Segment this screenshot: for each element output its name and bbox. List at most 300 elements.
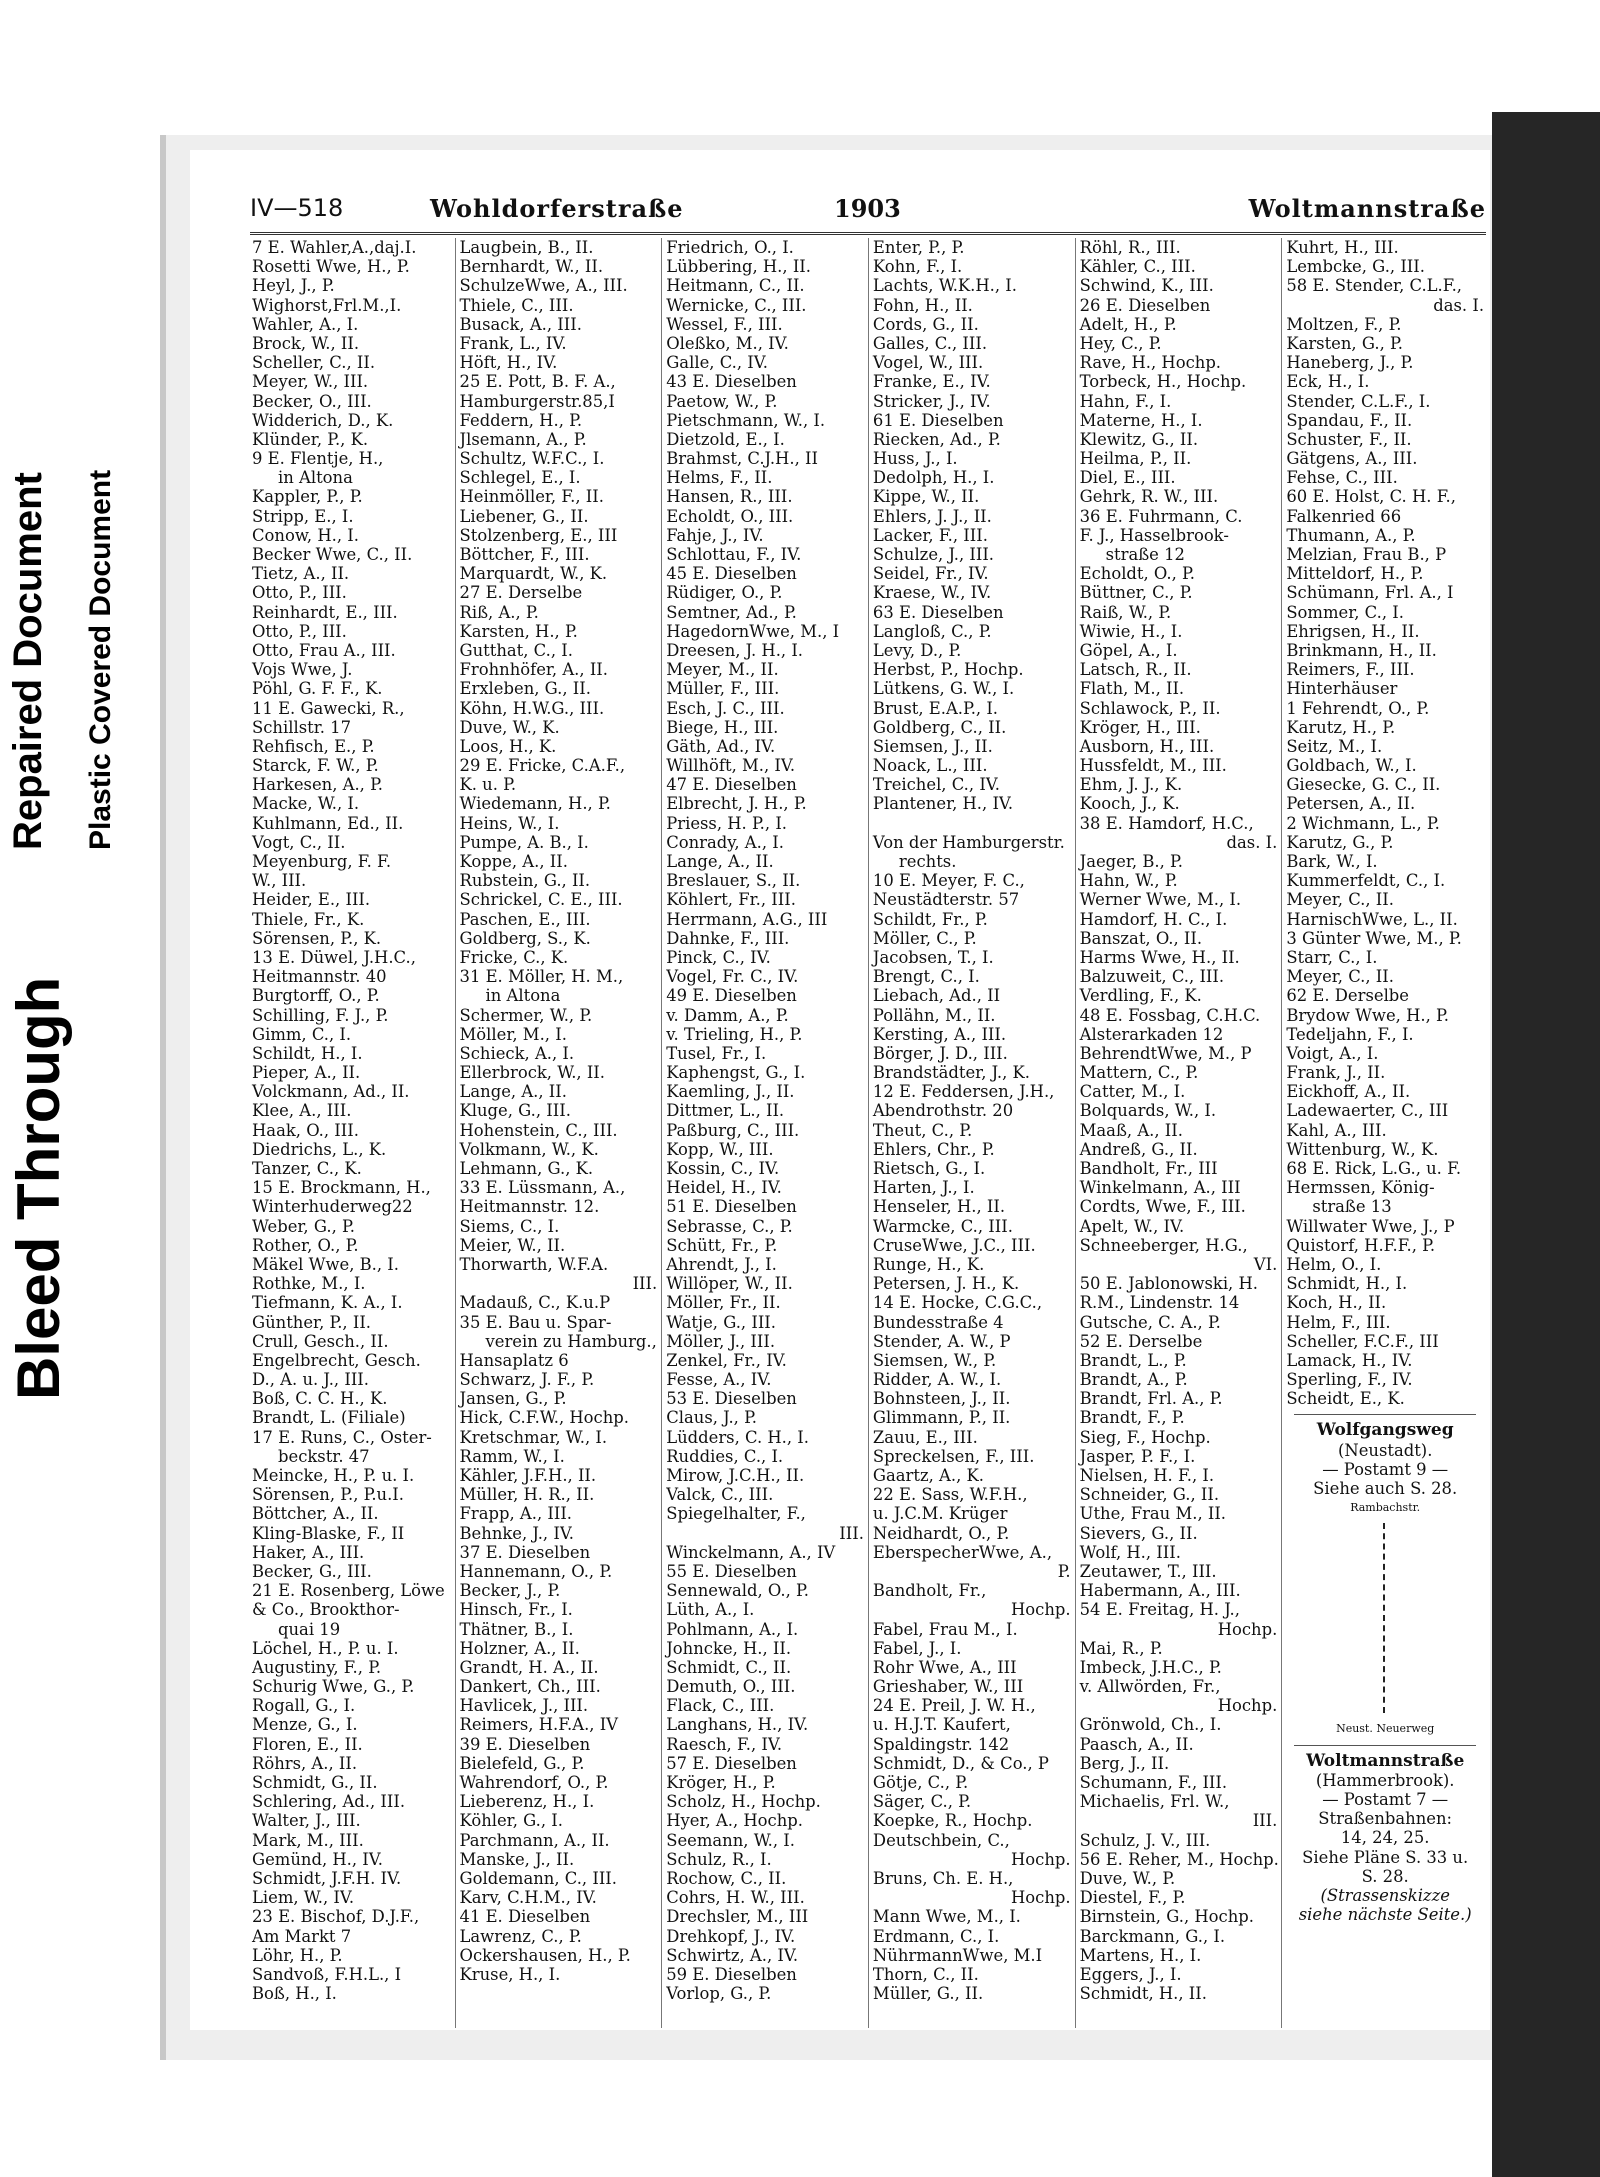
directory-entry: Heinmöller, F., II. — [459, 487, 604, 507]
directory-entry: Crull, Gesch., II. — [252, 1331, 389, 1351]
directory-entry: Siemsen, J., II. — [872, 736, 993, 756]
directory-entry: v. Damm, A., P. — [666, 1005, 789, 1025]
directory-entry: Runge, H., K. — [872, 1254, 985, 1274]
directory-entry: Kaphengst, G., I. — [666, 1063, 806, 1083]
plan-reference-page: S. 28. — [1361, 1866, 1409, 1886]
directory-entry: Lieberenz, H., I. — [459, 1792, 595, 1812]
directory-entry: verein zu Hamburg., — [485, 1331, 657, 1351]
directory-page — [190, 150, 1490, 2030]
directory-entry: Galle, C., IV. — [666, 353, 768, 373]
directory-entry: Höft, H., IV. — [459, 353, 558, 373]
directory-entry: Valck, C., III. — [666, 1485, 774, 1505]
bleed-through-label: Bleed Through — [5, 976, 72, 1400]
directory-entry: Heitmannstr. 12. — [459, 1197, 600, 1217]
directory-entry: Engelbrecht, Gesch. — [252, 1350, 421, 1370]
directory-entry: Bandholt, Fr., III — [1079, 1159, 1218, 1178]
directory-entry: Karsten, G., P. — [1286, 333, 1403, 353]
sketch-note-1: (Strassenskizze — [1320, 1885, 1450, 1905]
directory-entry: Herrmann, A.G., III — [666, 909, 828, 929]
directory-entry: Stricker, J., IV. — [872, 391, 991, 411]
directory-entry: Heitmannstr. 40 — [252, 967, 387, 987]
directory-entry: Rubstein, G., II. — [459, 871, 591, 891]
directory-entry: Göpel, A., I. — [1079, 640, 1178, 660]
directory-entry: Demuth, O., III. — [666, 1677, 796, 1697]
directory-entry: Schneeberger, H.G., — [1079, 1235, 1248, 1255]
directory-entry: Biege, H., III. — [666, 717, 779, 737]
directory-entry: Ehm, J. J., K. — [1079, 775, 1183, 795]
directory-entry: Duve, W., P. — [1079, 1868, 1176, 1888]
directory-entry: Frohnhöfer, A., II. — [459, 660, 608, 680]
directory-entry: Mitteldorf, H., P. — [1286, 564, 1424, 584]
directory-entry: straße 12 — [1105, 545, 1185, 564]
directory-entry: Schulze, J., III. — [872, 545, 995, 564]
column-4 — [868, 238, 1075, 2028]
directory-entry: Winckelmann, A., IV — [666, 1542, 836, 1562]
directory-entry: Kersting, A., III. — [872, 1024, 1007, 1044]
directory-entry: Schmidt, D., & Co., P — [872, 1753, 1049, 1773]
directory-entry: 47 E. Dieselben — [666, 775, 797, 795]
directory-entry: Ladewaerter, C., III — [1286, 1101, 1449, 1121]
directory-entry: Ridder, A. W., I. — [872, 1370, 1002, 1390]
directory-entry: Bruns, Ch. E. H., — [872, 1868, 1014, 1888]
directory-entry: Lange, A., II. — [666, 852, 774, 871]
directory-entry: Torbeck, H., Hochp. — [1079, 372, 1247, 392]
directory-entry: Riecken, Ad., P. — [872, 429, 1001, 449]
directory-entry: Wernicke, C., III. — [666, 295, 807, 315]
directory-entry: Loos, H., K. — [459, 736, 557, 756]
directory-entry: Watje, G., III. — [666, 1312, 776, 1332]
directory-entry: Brydow Wwe, H., P. — [1286, 1005, 1449, 1025]
directory-entry: Paschen, E., III. — [459, 909, 591, 929]
directory-entry: Schlegel, E., I. — [459, 468, 581, 488]
directory-entry: Scheller, C., II. — [252, 353, 376, 373]
directory-entry: Pöhl, G. F. F., K. — [252, 679, 383, 699]
directory-entry: Heider, E., III. — [252, 890, 371, 910]
directory-entry: Rüdiger, O., P. — [666, 583, 783, 603]
directory-entry: Scholz, H., Hochp. — [666, 1792, 821, 1812]
directory-entry: u. H.J.T. Kaufert, — [872, 1715, 1011, 1735]
directory-entry: Plantener, H., IV. — [872, 794, 1014, 814]
directory-entry: Helm, O., I. — [1286, 1254, 1382, 1274]
directory-entry: Gäth, Ad., IV. — [666, 736, 776, 756]
directory-entry: Eggers, J., I. — [1079, 1964, 1182, 1984]
directory-entry: beckstr. 47 — [278, 1446, 370, 1466]
directory-entry: Schieck, A., I. — [459, 1043, 575, 1063]
directory-entry: 50 E. Jablonowski, H. — [1079, 1274, 1258, 1294]
directory-entry: Hick, C.F.W., Hochp. — [459, 1408, 629, 1428]
directory-entry: 58 E. Stender, C.L.F., — [1286, 276, 1462, 296]
tram-lines: 14, 24, 25. — [1340, 1828, 1430, 1848]
directory-entry: Meyer, C., II. — [1286, 967, 1394, 987]
directory-entry: Zauu, E., III. — [872, 1427, 978, 1447]
directory-entry: Tiefmann, K. A., I. — [252, 1293, 403, 1313]
directory-entry: Flack, C., III. — [666, 1696, 775, 1716]
directory-entry: Gehrk, R. W., III. — [1079, 487, 1219, 507]
directory-entry: Schilling, F. J., P. — [252, 1005, 389, 1025]
street-right-title: Woltmannstraße — [1248, 194, 1486, 223]
directory-entry: Martens, H., I. — [1079, 1945, 1202, 1965]
directory-entry: straße 13 — [1312, 1197, 1392, 1217]
directory-entry: Maaß, A., II. — [1079, 1120, 1183, 1140]
directory-entry: Kröger, H., P. — [666, 1773, 776, 1792]
directory-entry: Lüdders, C. H., I. — [666, 1427, 809, 1447]
directory-entry: III. — [1252, 1811, 1278, 1831]
wolfgangsweg-reference: Siehe auch S. 28. — [1313, 1479, 1458, 1498]
directory-entry: Drehkopf, J., IV. — [666, 1926, 796, 1946]
directory-entry: Erxleben, G., II. — [459, 679, 591, 699]
directory-entry: Reimers, H.F.A., IV — [459, 1715, 619, 1735]
directory-entry: Müller, G., II. — [872, 1984, 984, 2004]
directory-entry: Lamack, H., IV. — [1286, 1350, 1413, 1370]
directory-entry: Pieper, A., II. — [252, 1063, 361, 1083]
directory-entry: Pietschmann, W., I. — [666, 410, 826, 430]
directory-entry: Börger, J. D., III. — [872, 1043, 1008, 1063]
directory-entry: Jacobsen, T., I. — [872, 947, 994, 967]
directory-entry: Riß, A., P. — [459, 602, 539, 622]
directory-entry: 45 E. Dieselben — [666, 564, 797, 584]
directory-entry: Kruse, H., I. — [459, 1964, 561, 1984]
directory-entry: Quistorf, H.F.F., P. — [1286, 1235, 1436, 1255]
directory-entry: 38 E. Hamdorf, H.C., — [1079, 813, 1254, 833]
directory-entry: Galles, C., III. — [872, 333, 988, 353]
page-header — [250, 192, 1486, 235]
directory-entry: Haak, O., III. — [252, 1120, 359, 1140]
directory-entry: Kraese, W., IV. — [872, 583, 992, 603]
directory-entry: Günther, P., II. — [252, 1312, 371, 1332]
directory-entry: Schumann, F., III. — [1079, 1773, 1228, 1792]
directory-entry: Franke, E., IV. — [872, 372, 991, 392]
directory-entry: Möller, J., III. — [666, 1331, 776, 1351]
directory-entry: Friedrich, O., I. — [666, 238, 794, 257]
directory-entry: Meyenburg, F. F. — [252, 852, 392, 871]
directory-entry: Becker, J., P. — [459, 1581, 561, 1601]
directory-entry: Fahje, J., IV. — [666, 525, 764, 545]
directory-entry: Dietzold, E., I. — [666, 429, 785, 449]
directory-entry: Grieshaber, W., III — [872, 1677, 1024, 1697]
directory-entry: Hannemann, O., P. — [459, 1561, 613, 1581]
directory-entry: Manske, J., II. — [459, 1849, 575, 1869]
directory-entry: Paetow, W., P. — [666, 391, 778, 411]
directory-entry: Otto, P., III. — [252, 621, 347, 641]
directory-entry: Siems, C., I. — [459, 1216, 560, 1236]
directory-entry: Kummerfeldt, C., I. — [1286, 871, 1446, 891]
directory-entry: Banszat, O., II. — [1079, 928, 1203, 948]
directory-entry: Becker, O., III. — [252, 391, 372, 411]
directory-entry: Kippe, W., II. — [872, 487, 980, 507]
directory-entry: Volkmann, W., K. — [459, 1139, 599, 1159]
directory-entry: Koepke, R., Hochp. — [872, 1811, 1033, 1831]
directory-entry: Büttner, C., P. — [1079, 583, 1193, 603]
directory-entry: Brandt, F., P. — [1079, 1408, 1185, 1428]
directory-entry: Fabel, Frau M., I. — [872, 1619, 1018, 1639]
directory-entry: Diel, E., III. — [1079, 468, 1176, 488]
directory-entry: Fabel, J., I. — [872, 1638, 962, 1658]
directory-entry: Kohn, F., I. — [872, 257, 963, 277]
directory-entry: Thätner, B., I. — [459, 1619, 574, 1639]
column-6 — [1281, 238, 1488, 2028]
directory-entry: III. — [632, 1274, 658, 1294]
directory-columns — [248, 238, 1488, 2028]
directory-entry: Noack, L., III. — [872, 756, 988, 776]
directory-entry: Spreckelsen, F., III. — [872, 1446, 1035, 1466]
directory-entry: 56 E. Reher, M., Hochp. — [1079, 1849, 1279, 1869]
directory-entry: Schildt, Fr., P. — [872, 909, 988, 929]
directory-entry: Becker Wwe, C., II. — [252, 545, 413, 564]
woltmannstrasse-district: (Hammerbrook). — [1315, 1770, 1455, 1790]
directory-entry: Holzner, A., II. — [459, 1638, 580, 1658]
directory-entry: Ahrendt, J., I. — [666, 1254, 777, 1274]
map-label-neuerweg: Neust. Neuerweg — [1336, 1722, 1435, 1736]
directory-entry: Barckmann, G., I. — [1079, 1926, 1226, 1946]
directory-entry: Gutsche, C. A., P. — [1079, 1312, 1221, 1332]
directory-entry: Liebach, Ad., II — [872, 986, 1001, 1006]
directory-entry: Kuhlmann, Ed., II. — [252, 813, 404, 833]
directory-entry: Fricke, C., K. — [459, 947, 569, 967]
directory-entry: Hinsch, Fr., I. — [459, 1600, 573, 1620]
directory-entry: Elbrecht, J. H., P. — [666, 794, 807, 814]
directory-entry: Parchmann, A., II. — [459, 1830, 610, 1850]
directory-entry: Karsten, H., P. — [459, 621, 578, 641]
directory-entry: Götje, C., P. — [872, 1773, 969, 1792]
directory-entry: Pinck, C., IV. — [666, 947, 771, 967]
directory-entry: Liem, W., IV. — [252, 1888, 355, 1908]
directory-entry: 59 E. Dieselben — [666, 1964, 797, 1984]
directory-entry: Ockershausen, H., P. — [459, 1945, 631, 1965]
directory-entry: Wahler, A., I. — [252, 314, 359, 334]
directory-entry: Böttcher, F., III. — [459, 545, 590, 564]
directory-entry: 37 E. Dieselben — [459, 1542, 591, 1562]
directory-entry: Klee, A., III. — [252, 1101, 352, 1121]
directory-entry: Paasch, A., II. — [1079, 1734, 1194, 1754]
directory-entry: Säger, C., P. — [872, 1792, 972, 1812]
directory-entry: 51 E. Dieselben — [666, 1197, 797, 1217]
plastic-covered-label: Plastic Covered Document — [84, 469, 117, 850]
plan-reference: Siehe Pläne S. 33 u. — [1302, 1847, 1469, 1867]
directory-entry: Grandt, H. A., II. — [459, 1657, 599, 1677]
directory-entry: Müller, F., III. — [666, 679, 780, 699]
directory-entry: Stender, C.L.F., I. — [1286, 391, 1431, 411]
directory-entry: 13 E. Düwel, J.H.C., — [252, 947, 416, 967]
directory-entry: Helm, F., III. — [1286, 1312, 1391, 1332]
street-left-title: Wohldorferstraße — [430, 194, 684, 223]
directory-entry: Harms Wwe, H., II. — [1079, 947, 1240, 967]
directory-entry: EberspecherWwe, A., — [872, 1542, 1053, 1562]
directory-entry: Burgtorff, O., P. — [252, 986, 380, 1006]
directory-entry: Otto, P., III. — [252, 583, 347, 603]
directory-entry: Vogel, W., III. — [872, 353, 984, 373]
directory-entry: 33 E. Lüssmann, A., — [459, 1178, 626, 1198]
directory-entry: Echoldt, O., III. — [666, 506, 794, 526]
directory-entry: Dreesen, J. H., I. — [666, 640, 804, 660]
directory-entry: R.M., Lindenstr. 14 — [1079, 1293, 1240, 1313]
directory-entry: Seemann, W., I. — [666, 1830, 795, 1850]
directory-entry: Lange, A., II. — [459, 1082, 567, 1102]
directory-entry: 39 E. Dieselben — [459, 1734, 591, 1754]
directory-entry: Mäkel Wwe, B., I. — [252, 1254, 399, 1274]
directory-entry: in Altona — [485, 986, 561, 1006]
directory-entry: Abendrothstr. 20 — [872, 1101, 1014, 1121]
directory-entry: Jansen, G., P. — [459, 1389, 567, 1409]
directory-entry — [873, 814, 1071, 833]
directory-entry: Scheller, F.C.F., III — [1286, 1331, 1439, 1351]
directory-entry: Dankert, Ch., III. — [459, 1677, 601, 1697]
directory-entry: Andreß, G., II. — [1079, 1139, 1198, 1159]
directory-entry: Dedolph, H., I. — [872, 468, 995, 488]
directory-entry: Röhl, R., III. — [1079, 238, 1181, 257]
directory-entry: 36 E. Fuhrmann, C. — [1079, 506, 1243, 526]
directory-entry: W., III. — [252, 871, 307, 891]
directory-entry: Levy, D., P. — [872, 640, 962, 660]
directory-entry: Hussfeldt, M., III. — [1079, 756, 1227, 776]
directory-entry: Liebener, G., II. — [459, 506, 589, 526]
directory-entry: Goldberg, S., K. — [459, 928, 591, 948]
directory-entry: Vogt, C., II. — [252, 832, 346, 852]
directory-entry: BehrendtWwe, M., P — [1079, 1043, 1252, 1063]
directory-entry: Imbeck, J.H.C., P. — [1079, 1657, 1222, 1677]
directory-entry: rechts. — [898, 852, 957, 871]
directory-entry: Löhr, H., P. — [252, 1945, 343, 1965]
directory-entry: Möller, C., P. — [872, 928, 977, 948]
directory-entry: Cordts, Wwe, F., III. — [1079, 1197, 1246, 1217]
directory-entry: Petersen, J. H., K. — [872, 1274, 1020, 1294]
directory-entry: Klewitz, G., II. — [1079, 429, 1199, 449]
directory-entry: Hochp. — [1011, 1888, 1071, 1908]
directory-entry: NührmannWwe, M.I — [872, 1945, 1043, 1965]
directory-entry: Starck, F. W., P. — [252, 756, 379, 776]
directory-entry: Mark, M., III. — [252, 1830, 364, 1850]
directory-entry: Heilma, P., II. — [1079, 449, 1192, 469]
directory-entry: das. I. — [1226, 832, 1278, 852]
directory-entry: Diestel, F., P. — [1079, 1888, 1186, 1908]
directory-entry: Spandau, F., II. — [1286, 410, 1413, 430]
directory-entry: Grönwold, Ch., I. — [1079, 1715, 1222, 1735]
directory-entry: Ausborn, H., III. — [1079, 736, 1215, 756]
directory-entry: Zeutawer, T., III. — [1079, 1561, 1217, 1581]
directory-entry: Birnstein, G., Hochp. — [1079, 1907, 1254, 1927]
directory-entry: 23 E. Bischof, D.J.F., — [252, 1907, 420, 1927]
directory-entry: Rehfisch, E., P. — [252, 736, 375, 756]
directory-entry: Werner Wwe, M., I. — [1079, 890, 1242, 910]
directory-entry: Alsterarkaden 12 — [1079, 1024, 1224, 1044]
directory-entry: Tanzer, C., K. — [252, 1159, 362, 1178]
directory-entry: 7 E. Wahler,A.,daj.I. — [252, 238, 417, 257]
directory-entry: Bernhardt, W., II. — [459, 257, 604, 277]
directory-entry: Schwarz, J. F., P. — [459, 1370, 595, 1390]
directory-entry: Hermssen, König- — [1286, 1178, 1435, 1198]
directory-entry: Rother, O., P. — [252, 1235, 359, 1255]
directory-entry: Rogall, G., I. — [252, 1696, 356, 1716]
directory-entry: P. — [1057, 1561, 1071, 1581]
directory-entry: Catter, M., I. — [1079, 1082, 1186, 1102]
directory-entry: Rothke, M., I. — [252, 1274, 366, 1294]
directory-entry: 12 E. Feddersen, J.H., — [872, 1082, 1055, 1102]
directory-entry: Köhlert, Fr., III. — [666, 890, 796, 910]
directory-entry: Brandt, L. (Filiale) — [252, 1408, 406, 1428]
directory-entry: 1 Fehrendt, O., P. — [1286, 698, 1430, 718]
directory-entry: Marquardt, W., K. — [459, 564, 608, 584]
directory-entry: Treichel, C., IV. — [872, 775, 1000, 795]
directory-entry: Bandholt, Fr., — [872, 1581, 987, 1601]
directory-entry: Lütkens, G. W., I. — [872, 679, 1015, 699]
directory-entry: Adelt, H., P. — [1079, 314, 1177, 334]
directory-entry: Brandt, A., P. — [1079, 1370, 1188, 1390]
directory-entry: Jlsemann, A., P. — [459, 429, 587, 449]
directory-entry: Johncke, H., II. — [666, 1638, 792, 1658]
directory-entry: Böttcher, A., II. — [252, 1504, 379, 1524]
directory-entry: Brinkmann, H., II. — [1286, 640, 1437, 660]
directory-entry: Hamdorf, H. C., I. — [1079, 909, 1228, 929]
directory-entry: Feddern, H., P. — [459, 410, 583, 430]
directory-entry: Wessel, F., III. — [666, 314, 783, 334]
directory-entry: HagedornWwe, M., I — [666, 621, 840, 641]
directory-entry: Bark, W., I. — [1286, 852, 1378, 871]
directory-entry: Gemünd, H., IV. — [252, 1849, 383, 1869]
directory-entry: Erdmann, C., I. — [872, 1926, 1000, 1946]
directory-entry: Mirow, J.C.H., II. — [666, 1466, 805, 1485]
directory-entry: Köhn, H.W.G., III. — [459, 698, 605, 718]
directory-entry: 9 E. Flentje, H., — [252, 449, 384, 469]
directory-entry: Brandstädter, J., K. — [872, 1063, 1031, 1083]
directory-entry: Hochp. — [1217, 1696, 1278, 1716]
directory-entry: Rohr Wwe, A., III — [872, 1657, 1017, 1677]
directory-entry: Wighorst,Frl.M.,I. — [252, 295, 402, 315]
directory-entry: Conrady, A., I. — [666, 832, 784, 852]
directory-entry: Kopp, W., III. — [666, 1139, 774, 1159]
directory-entry: Kähler, C., III. — [1079, 257, 1196, 277]
directory-entry: Wiwie, H., I. — [1079, 621, 1183, 641]
directory-entry: Augustiny, F., P. — [252, 1657, 382, 1677]
directory-entry: Karutz, H., P. — [1286, 717, 1396, 737]
directory-entry: Seitz, M., I. — [1286, 736, 1383, 756]
directory-entry: Neidhardt, O., P. — [872, 1523, 1010, 1543]
directory-entry: Kooch, J., K. — [1079, 794, 1180, 814]
directory-entry: 57 E. Dieselben — [666, 1753, 797, 1773]
directory-entry: 29 E. Fricke, C.A.F., — [459, 756, 626, 776]
directory-entry: Priess, H. P., I. — [666, 813, 788, 833]
directory-entry: Dahnke, F., III. — [666, 928, 790, 948]
directory-entry: 63 E. Dieselben — [872, 602, 1004, 622]
directory-entry: Sörensen, P., P.u.I. — [252, 1485, 404, 1505]
directory-entry: 35 E. Bau u. Spar- — [459, 1312, 612, 1332]
directory-entry: Meier, W., II. — [459, 1235, 566, 1255]
directory-entry: Harten, J., I. — [872, 1178, 975, 1198]
directory-entry: Ehrigsen, H., II. — [1286, 621, 1420, 641]
directory-entry: Frank, J., II. — [1286, 1063, 1386, 1083]
directory-entry: Ehlers, Chr., P. — [872, 1139, 995, 1159]
directory-entry: Schildt, H., I. — [252, 1043, 363, 1063]
directory-entry: 41 E. Dieselben — [459, 1907, 591, 1927]
directory-entry: Pohlmann, A., I. — [666, 1619, 799, 1639]
directory-entry: 25 E. Pott, B. F. A., — [459, 372, 616, 392]
directory-entry: Sperling, F., IV. — [1286, 1370, 1413, 1390]
directory-entry: Koppe, A., II. — [459, 852, 568, 871]
directory-entry: Heidel, H., IV. — [666, 1178, 782, 1198]
directory-entry: Lacker, F., III. — [872, 525, 988, 545]
directory-entry: Jasper, P. F., I. — [1079, 1446, 1196, 1466]
directory-entry: Ehlers, J. J., II. — [872, 506, 992, 526]
directory-entry: Schütt, Fr., P. — [666, 1235, 778, 1255]
directory-entry: Theut, C., P. — [872, 1120, 973, 1140]
directory-entry: Macke, W., I. — [252, 794, 360, 814]
directory-entry: Schwind, K., III. — [1079, 276, 1214, 296]
column-5 — [1075, 238, 1282, 2028]
directory-entry: 17 E. Runs, C., Oster- — [252, 1427, 432, 1447]
directory-entry: Warmcke, C., III. — [872, 1216, 1013, 1236]
directory-entry: Schlawock, P., II. — [1079, 698, 1221, 718]
directory-entry: Kuhrt, H., III. — [1286, 238, 1399, 257]
directory-entry: 14 E. Hocke, C.G.C., — [872, 1293, 1043, 1313]
directory-entry: Schulz, J. V., III. — [1079, 1830, 1211, 1850]
